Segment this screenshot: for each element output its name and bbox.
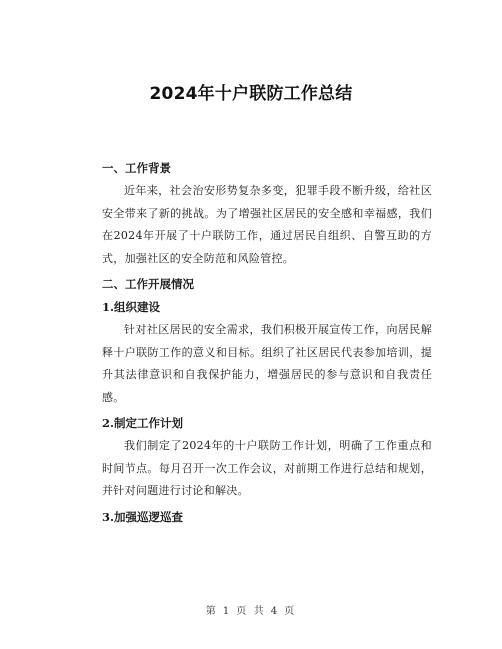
organization-paragraph: 针对社区居民的安全需求，我们积极开展宣传工作，向居民解释十户联防工作的意义和目标。组织了社区居民代表参加培训，提升其法律意识和自我保护能力，增强居民的参与意识和自我责任感。 xyxy=(102,323,432,404)
section-heading-background: 一、工作背景 xyxy=(102,161,171,175)
document-title: 2024年十户联防工作总结 xyxy=(149,84,353,104)
section-heading-progress: 二、工作开展情况 xyxy=(102,277,194,291)
subheading-patrol: 3.加强巡逻巡查 xyxy=(102,509,184,524)
subheading-organization: 1.组织建设 xyxy=(102,300,161,314)
page-footer: 第 1 页 共 4 页 xyxy=(205,606,297,617)
work-plan-paragraph: 我们制定了2024年的十户联防工作计划，明确了工作重点和时间节点。每月召开一次工作会议，对前期工作进行总结和规划，并针对问题进行讨论和解决。 xyxy=(102,439,432,497)
background-paragraph: 近年来，社会治安形势复杂多变，犯罪手段不断升级，给社区安全带来了新的挑战。为了增强社区居民的安全感和幸福感，我们在2024年开展了十户联防工作，通过居民自组织、自警互助的方式，加强社区的安全防范和风险管控。 xyxy=(102,184,432,265)
subheading-work-plan: 2.制定工作计划 xyxy=(102,416,184,430)
document-body xyxy=(102,157,432,529)
